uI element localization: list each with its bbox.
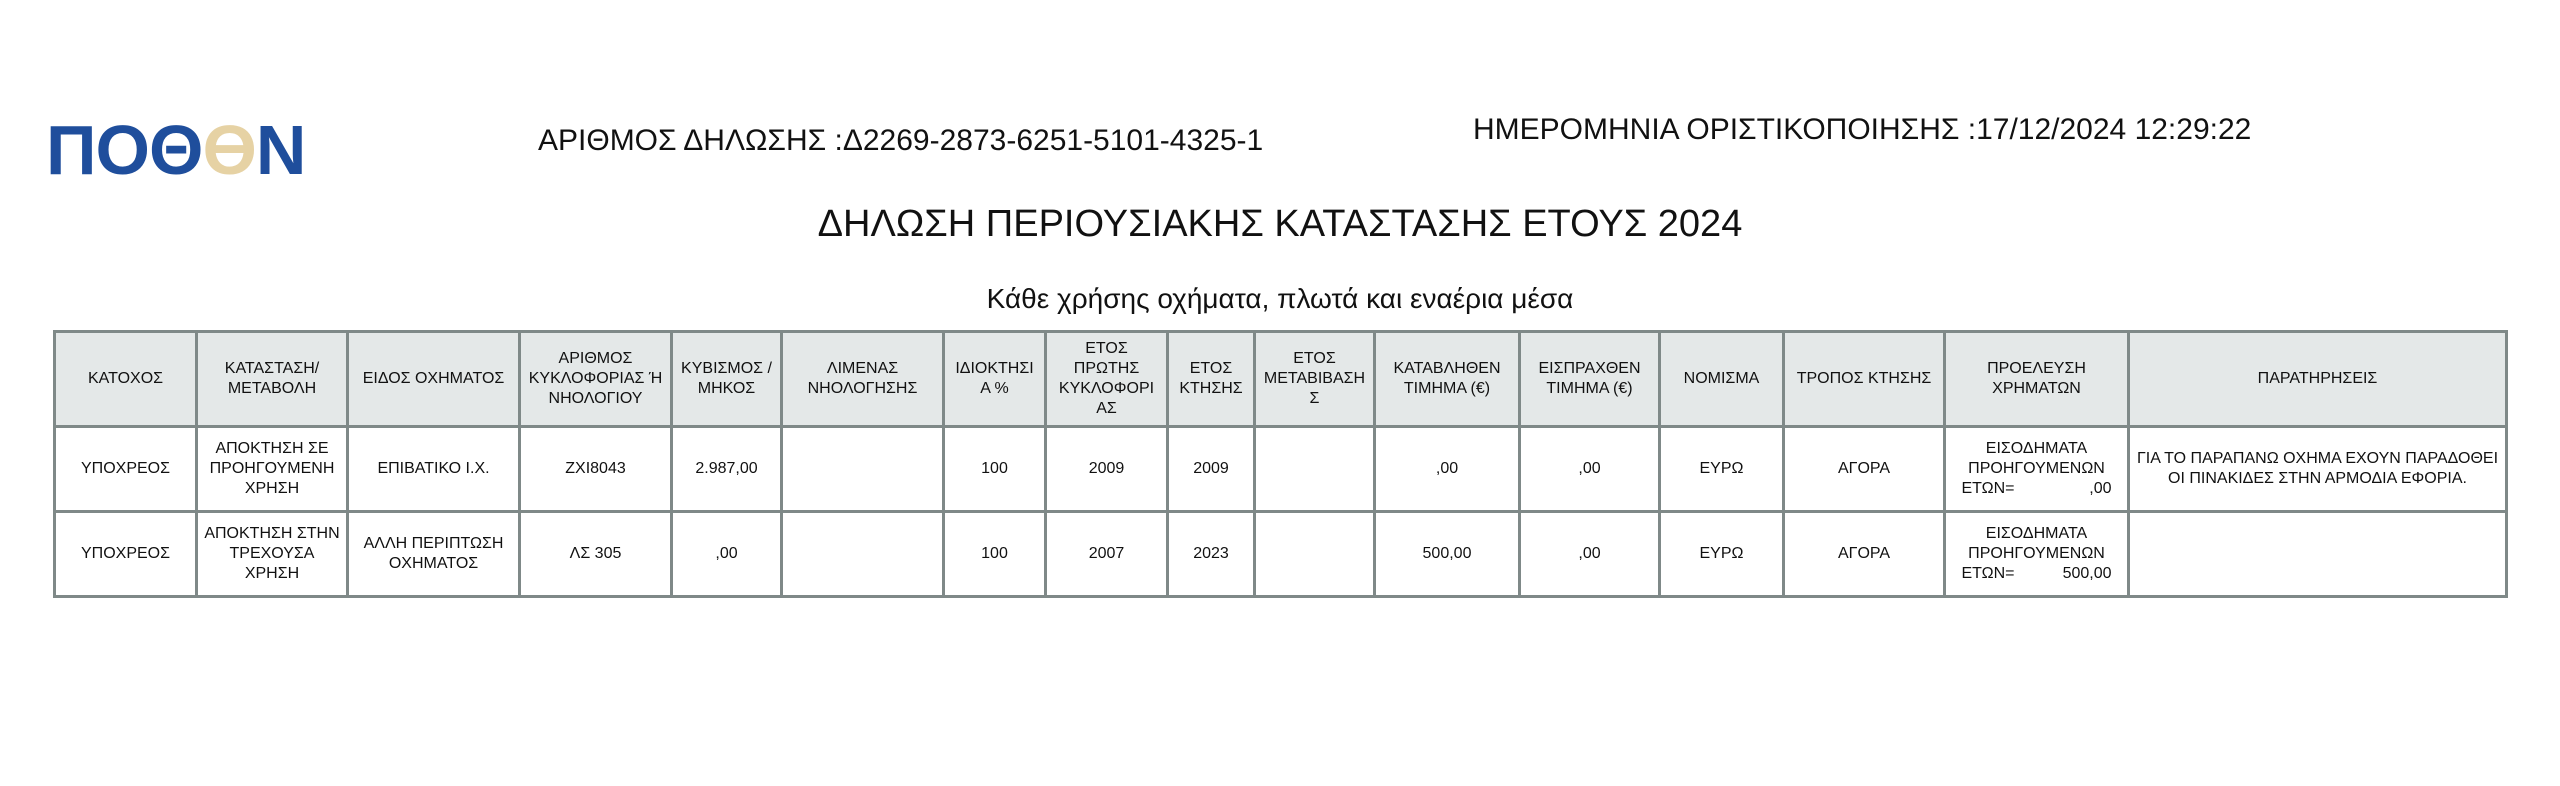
- cell-price-received: ,00: [1520, 512, 1660, 597]
- column-header-remarks: ΠΑΡΑΤΗΡΗΣΕΙΣ: [2129, 332, 2507, 427]
- cell-ownership: 100: [944, 512, 1046, 597]
- column-header-funds-source: ΠΡΟΕΛΕΥΣΗ ΧΡΗΜΑΤΩΝ: [1945, 332, 2129, 427]
- cell-capacity: 2.987,00: [672, 427, 782, 512]
- column-header-registration: ΑΡΙΘΜΟΣ ΚΥΚΛΟΦΟΡΙΑΣ Ή ΝΗΟΛΟΓΙΟΥ: [520, 332, 672, 427]
- column-header-acquisition-year: ΕΤΟΣ ΚΤΗΣΗΣ: [1168, 332, 1255, 427]
- cell-price-paid: 500,00: [1375, 512, 1520, 597]
- section-title: Κάθε χρήσης οχήματα, πλωτά και εναέρια μέσα: [986, 283, 1574, 314]
- column-header-price-paid: ΚΑΤΑΒΛΗΘΕΝ ΤΙΜΗΜΑ (€): [1375, 332, 1520, 427]
- cell-funds-source: [1945, 427, 2129, 512]
- funds-source-line2: ΠΡΟΗΓΟΥΜΕΝΩΝ: [1968, 460, 2105, 477]
- cell-capacity: ,00: [672, 512, 782, 597]
- funds-source-block: [1962, 439, 2112, 499]
- funds-source-line3: [1962, 564, 2112, 584]
- column-header-acquisition-method: ΤΡΟΠΟΣ ΚΤΗΣΗΣ: [1784, 332, 1945, 427]
- cell-price-paid: ,00: [1375, 427, 1520, 512]
- cell-vehicle-type: ΕΠΙΒΑΤΙΚΟ Ι.Χ.: [348, 427, 520, 512]
- cell-status: ΑΠΟΚΤΗΣΗ ΣΕ ΠΡΟΗΓΟΥΜΕΝΗ ΧΡΗΣΗ: [197, 427, 348, 512]
- cell-registration: ΛΣ 305: [520, 512, 672, 597]
- column-header-price-received: ΕΙΣΠΡΑΧΘΕΝ ΤΙΜΗΜΑ (€): [1520, 332, 1660, 427]
- cell-funds-source: [1945, 512, 2129, 597]
- cell-transfer-year: [1255, 512, 1375, 597]
- logo-text-part3: N: [255, 111, 306, 189]
- cell-first-year: 2009: [1046, 427, 1168, 512]
- poothen-logo: [46, 111, 306, 189]
- cell-price-received: ,00: [1520, 427, 1660, 512]
- cell-port: [782, 512, 944, 597]
- vehicles-table: [53, 330, 2508, 598]
- cell-acquisition-method: ΑΓΟΡΑ: [1784, 512, 1945, 597]
- column-header-capacity: ΚΥΒΙΣΜΟΣ / ΜΗΚΟΣ: [672, 332, 782, 427]
- document-title: ΔΗΛΩΣΗ ΠΕΡΙΟΥΣΙΑΚΗΣ ΚΑΤΑΣΤΑΣΗΣ ΕΤΟΥΣ 2024: [817, 203, 1743, 245]
- column-header-transfer-year: ΕΤΟΣ ΜΕΤΑΒΙΒΑΣΗ Σ: [1255, 332, 1375, 427]
- declaration-number: ΑΡΙΘΜΟΣ ΔΗΛΩΣΗΣ :Δ2269-2873-6251-5101-4325-1: [538, 124, 1264, 157]
- funds-source-block: [1962, 524, 2112, 584]
- funds-source-label: ΕΤΩΝ=: [1961, 565, 2015, 582]
- funds-source-amount: ,00: [2089, 480, 2112, 497]
- logo-accent-letter: Ɵ: [202, 111, 256, 189]
- cell-acquisition-year: 2009: [1168, 427, 1255, 512]
- funds-source-line1: ΕΙΣΟΔΗΜΑΤΑ: [1985, 525, 2088, 542]
- cell-currency: ΕΥΡΩ: [1660, 512, 1784, 597]
- funds-source-line2: ΠΡΟΗΓΟΥΜΕΝΩΝ: [1968, 545, 2105, 562]
- cell-registration: ΖΧΙ8043: [520, 427, 672, 512]
- column-header-first-year: ΕΤΟΣ ΠΡΩΤΗΣ ΚΥΚΛΟΦΟΡΙ ΑΣ: [1046, 332, 1168, 427]
- column-header-vehicle-type: ΕΙΔΟΣ ΟΧΗΜΑΤΟΣ: [348, 332, 520, 427]
- cell-currency: ΕΥΡΩ: [1660, 427, 1784, 512]
- cell-vehicle-type: ΑΛΛΗ ΠΕΡΙΠΤΩΣΗ ΟΧΗΜΑΤΟΣ: [348, 512, 520, 597]
- cell-owner: ΥΠΟΧΡΕΟΣ: [55, 427, 197, 512]
- funds-source-label: ΕΤΩΝ=: [1961, 480, 2015, 497]
- cell-port: [782, 427, 944, 512]
- table-row: [55, 427, 2507, 512]
- logo-text-part1: ΠΟΘ: [46, 111, 203, 189]
- table-row: [55, 512, 2507, 597]
- column-header-status: ΚΑΤΑΣΤΑΣΗ/ ΜΕΤΑΒΟΛΗ: [197, 332, 348, 427]
- cell-remarks: [2129, 512, 2507, 597]
- funds-source-line1: ΕΙΣΟΔΗΜΑΤΑ: [1985, 440, 2088, 457]
- cell-first-year: 2007: [1046, 512, 1168, 597]
- table-header-row: [55, 332, 2507, 427]
- cell-acquisition-year: 2023: [1168, 512, 1255, 597]
- column-header-port: ΛΙΜΕΝΑΣ ΝΗΟΛΟΓΗΣΗΣ: [782, 332, 944, 427]
- funds-source-line3: [1962, 479, 2112, 499]
- column-header-ownership: ΙΔΙΟΚΤΗΣΙ Α %: [944, 332, 1046, 427]
- cell-owner: ΥΠΟΧΡΕΟΣ: [55, 512, 197, 597]
- cell-acquisition-method: ΑΓΟΡΑ: [1784, 427, 1945, 512]
- column-header-currency: ΝΟΜΙΣΜΑ: [1660, 332, 1784, 427]
- finalization-date: ΗΜΕΡΟΜΗΝΙΑ ΟΡΙΣΤΙΚΟΠΟΙΗΣΗΣ :17/12/2024 12:29:22: [1473, 113, 2252, 146]
- cell-remarks: ΓΙΑ ΤΟ ΠΑΡΑΠΑΝΩ ΟΧΗΜΑ ΕΧΟΥΝ ΠΑΡΑΔΟΘΕΙ ΟΙ ΠΙΝΑΚΙΔΕΣ ΣΤΗΝ ΑΡΜΟΔΙΑ ΕΦΟΡΙΑ.: [2129, 427, 2507, 512]
- funds-source-amount: 500,00: [2062, 565, 2112, 582]
- cell-transfer-year: [1255, 427, 1375, 512]
- cell-status: ΑΠΟΚΤΗΣΗ ΣΤΗΝ ΤΡΕΧΟΥΣΑ ΧΡΗΣΗ: [197, 512, 348, 597]
- cell-ownership: 100: [944, 427, 1046, 512]
- column-header-owner: ΚΑΤΟΧΟΣ: [55, 332, 197, 427]
